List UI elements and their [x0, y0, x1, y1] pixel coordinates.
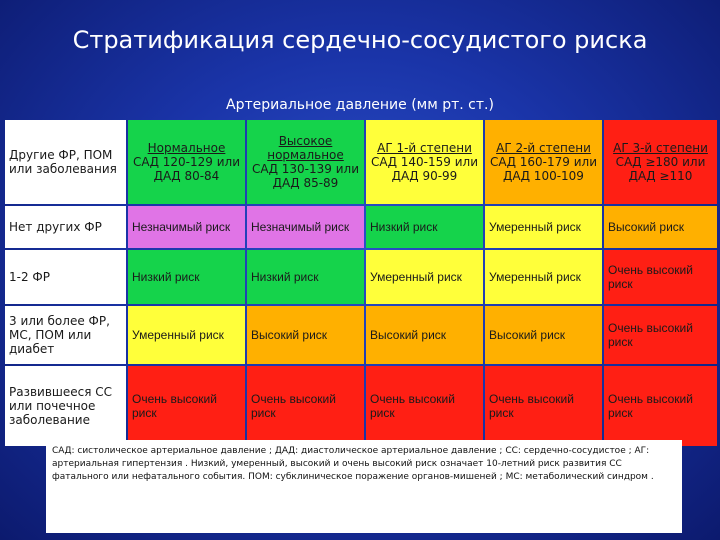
risk-cell: Умеренный риск	[128, 306, 245, 364]
column-header-detail: САД 120-129 или ДАД 80-84	[133, 155, 240, 183]
table-row	[5, 366, 717, 446]
column-header-name: Высокое нормальное	[267, 134, 344, 162]
column-header-high-normal	[247, 120, 364, 204]
risk-cell: Очень высокий риск	[604, 366, 717, 446]
column-header-normal	[128, 120, 245, 204]
table-subtitle: Артериальное давление (мм рт. ст.)	[226, 97, 494, 113]
risk-cell: Очень высокий риск	[247, 366, 364, 446]
column-header-name: Нормальное	[147, 141, 226, 155]
row-header: Нет других ФР	[5, 206, 126, 248]
risk-cell: Незначимый риск	[247, 206, 364, 248]
column-header-name: АГ 2-й степени	[496, 141, 591, 155]
risk-cell: Очень высокий риск	[128, 366, 245, 446]
risk-cell: Высокий риск	[485, 306, 602, 364]
risk-stratification-table	[3, 118, 719, 448]
column-header-name: АГ 3-й степени	[613, 141, 708, 155]
risk-cell: Низкий риск	[247, 250, 364, 304]
risk-cell: Очень высокий риск	[485, 366, 602, 446]
risk-cell: Низкий риск	[128, 250, 245, 304]
risk-cell: Очень высокий риск	[604, 306, 717, 364]
risk-cell: Высокий риск	[604, 206, 717, 248]
column-header-detail: САД 160-179 или ДАД 100-109	[490, 155, 597, 183]
risk-cell: Умеренный риск	[366, 250, 483, 304]
row-header: Развившееся СС или почечное заболевание	[5, 366, 126, 446]
column-header-detail: САД 140-159 или ДАД 90-99	[371, 155, 478, 183]
risk-cell: Высокий риск	[247, 306, 364, 364]
row-header: 1-2 ФР	[5, 250, 126, 304]
risk-cell: Умеренный риск	[485, 206, 602, 248]
slide-title: Стратификация сердечно-сосудистого риска	[72, 26, 648, 54]
risk-cell: Незначимый риск	[128, 206, 245, 248]
column-header-name: АГ 1-й степени	[377, 141, 472, 155]
table-row	[5, 306, 717, 364]
risk-cell: Низкий риск	[366, 206, 483, 248]
table-row	[5, 206, 717, 248]
table-header-row	[5, 120, 717, 204]
footnote: САД: систолическое артериальное давление ; ДАД: диастолическое артериальное давление ; СС: сердечно-сосудистое ; АГ: артериальная гипертензия . Низкий, умеренный, высокий и очень высокий риск означает 10-летний риск развития СС фатального или нефатального события. ПОМ: субклиническое поражение органов-мишеней ; МС: метаболический синдром .	[46, 440, 682, 533]
corner-header: Другие ФР, ПОМ или заболевания	[5, 120, 126, 204]
risk-cell: Очень высокий риск	[604, 250, 717, 304]
table-row	[5, 250, 717, 304]
column-header-ag1	[366, 120, 483, 204]
column-header-ag2	[485, 120, 602, 204]
column-header-detail: САД 130-139 или ДАД 85-89	[252, 162, 359, 190]
risk-cell: Умеренный риск	[485, 250, 602, 304]
risk-cell: Очень высокий риск	[366, 366, 483, 446]
risk-cell: Высокий риск	[366, 306, 483, 364]
column-header-ag3	[604, 120, 717, 204]
column-header-detail: САД ≥180 или ДАД ≥110	[615, 155, 706, 183]
row-header: 3 или более ФР, МС, ПОМ или диабет	[5, 306, 126, 364]
